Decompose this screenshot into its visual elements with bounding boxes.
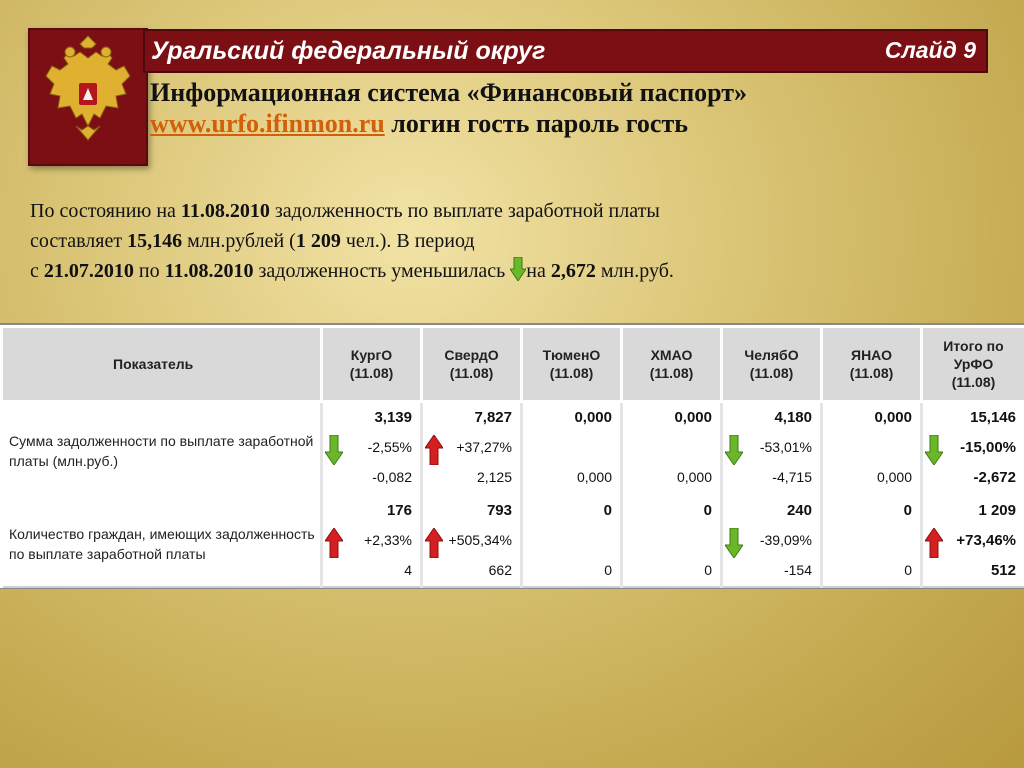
green-down-arrow-icon [325, 435, 343, 468]
change-absolute: -0,082 [372, 469, 412, 485]
table-cell [922, 495, 1024, 588]
change-percent: -2,55% [367, 439, 412, 455]
period-start-date: 21.07.2010 [43, 260, 134, 282]
login-text: логин гость пароль гость [391, 109, 688, 138]
table-cell [622, 402, 722, 495]
debt-table [0, 323, 1024, 589]
current-value: 1 209 [978, 502, 1016, 519]
table-row [2, 495, 1024, 588]
column-header: СвердО (11.08) [422, 327, 522, 402]
row-label: Сумма задолженности по выплате заработной платы (млн.руб.) [2, 402, 322, 495]
change-absolute: 0,000 [576, 469, 612, 485]
slide-number: Слайд 9 [884, 37, 976, 63]
change-absolute: 0 [904, 562, 912, 578]
table-cell [622, 495, 722, 588]
green-down-arrow-icon [725, 435, 743, 468]
change-percent: +37,27% [456, 439, 512, 455]
change-percent: -53,01% [759, 439, 812, 455]
current-value: 4,180 [774, 409, 812, 426]
period-end-date: 11.08.2010 [164, 260, 254, 282]
column-header: ТюменО (11.08) [522, 327, 622, 402]
change-percent: +2,33% [364, 532, 412, 548]
table-cell [422, 402, 522, 495]
current-value: 0 [703, 502, 712, 519]
change-absolute: 0,000 [876, 469, 912, 485]
current-value: 176 [386, 502, 412, 519]
system-title: Информационная система «Финансовый паспорт» [150, 78, 748, 107]
current-value: 0,000 [874, 409, 912, 426]
green-down-arrow-icon [510, 257, 526, 290]
change-absolute: 4 [404, 562, 412, 578]
summary-text: по [133, 260, 165, 282]
column-header: ХМАО (11.08) [622, 327, 722, 402]
current-value: 0 [603, 502, 612, 519]
access-line [150, 109, 688, 139]
summary-text: задолженность по выплате заработной платы [269, 200, 660, 222]
summary-text: чел.). В период [340, 230, 475, 252]
site-link[interactable]: www.urfo.ifinmon.ru [150, 109, 385, 138]
red-up-arrow-icon [425, 528, 443, 561]
title-bar [143, 29, 988, 73]
red-up-arrow-icon [425, 435, 443, 468]
current-value: 15,146 [970, 409, 1016, 426]
current-value: 7,827 [474, 409, 512, 426]
table-cell [922, 402, 1024, 495]
change-percent: -15,00% [960, 439, 1016, 456]
column-header-indicator: Показатель [2, 327, 322, 402]
green-down-arrow-icon [725, 528, 743, 561]
debt-amount: 15,146 [127, 230, 183, 252]
column-header: ЧелябО (11.08) [722, 327, 822, 402]
current-value: 0,000 [574, 409, 612, 426]
table-cell [722, 495, 822, 588]
column-header: ЯНАО (11.08) [822, 327, 922, 402]
table-cell [422, 495, 522, 588]
summary-text: млн.рублей ( [182, 230, 296, 252]
table-cell [822, 495, 922, 588]
summary-text: на [526, 260, 551, 282]
table-row [2, 402, 1024, 495]
region-title: Уральский федеральный округ [151, 37, 546, 65]
table-cell [322, 402, 422, 495]
report-date: 11.08.2010 [180, 200, 270, 222]
column-header: КургО (11.08) [322, 327, 422, 402]
summary-text: задолженность уменьшилась [253, 260, 511, 282]
change-absolute: 512 [990, 562, 1016, 579]
current-value: 3,139 [374, 409, 412, 426]
table-cell [522, 402, 622, 495]
people-count: 1 209 [295, 230, 341, 252]
current-value: 793 [486, 502, 512, 519]
summary-text: По состоянию на [30, 200, 181, 222]
change-absolute: 0 [604, 562, 612, 578]
row-label: Количество граждан, имеющих задолженность по выплате заработной платы [2, 495, 322, 588]
coat-of-arms-emblem [28, 28, 148, 166]
change-absolute: 2,125 [476, 469, 512, 485]
table-cell [522, 495, 622, 588]
table-cell [722, 402, 822, 495]
change-percent: +505,34% [448, 532, 512, 548]
change-absolute: -4,715 [772, 469, 812, 485]
table-cell [322, 495, 422, 588]
current-value: 240 [786, 502, 812, 519]
red-up-arrow-icon [325, 528, 343, 561]
change-absolute: 0 [704, 562, 712, 578]
summary-paragraph [30, 196, 930, 290]
red-up-arrow-icon [925, 528, 943, 561]
decrease-amount: 2,672 [550, 260, 596, 282]
current-value: 0,000 [674, 409, 712, 426]
change-percent: +73,46% [956, 532, 1016, 549]
table-header-row [2, 327, 1024, 402]
current-value: 0 [903, 502, 912, 519]
change-absolute: 0,000 [676, 469, 712, 485]
change-absolute: -2,672 [973, 469, 1016, 486]
summary-text: млн.руб. [595, 260, 674, 282]
change-absolute: -154 [783, 562, 812, 578]
change-percent: -39,09% [759, 532, 812, 548]
table-cell [822, 402, 922, 495]
summary-text: с [30, 260, 44, 282]
green-down-arrow-icon [925, 435, 943, 468]
summary-text: составляет [30, 230, 128, 252]
change-absolute: 662 [488, 562, 512, 578]
column-header: Итого по УрФО (11.08) [922, 327, 1024, 402]
